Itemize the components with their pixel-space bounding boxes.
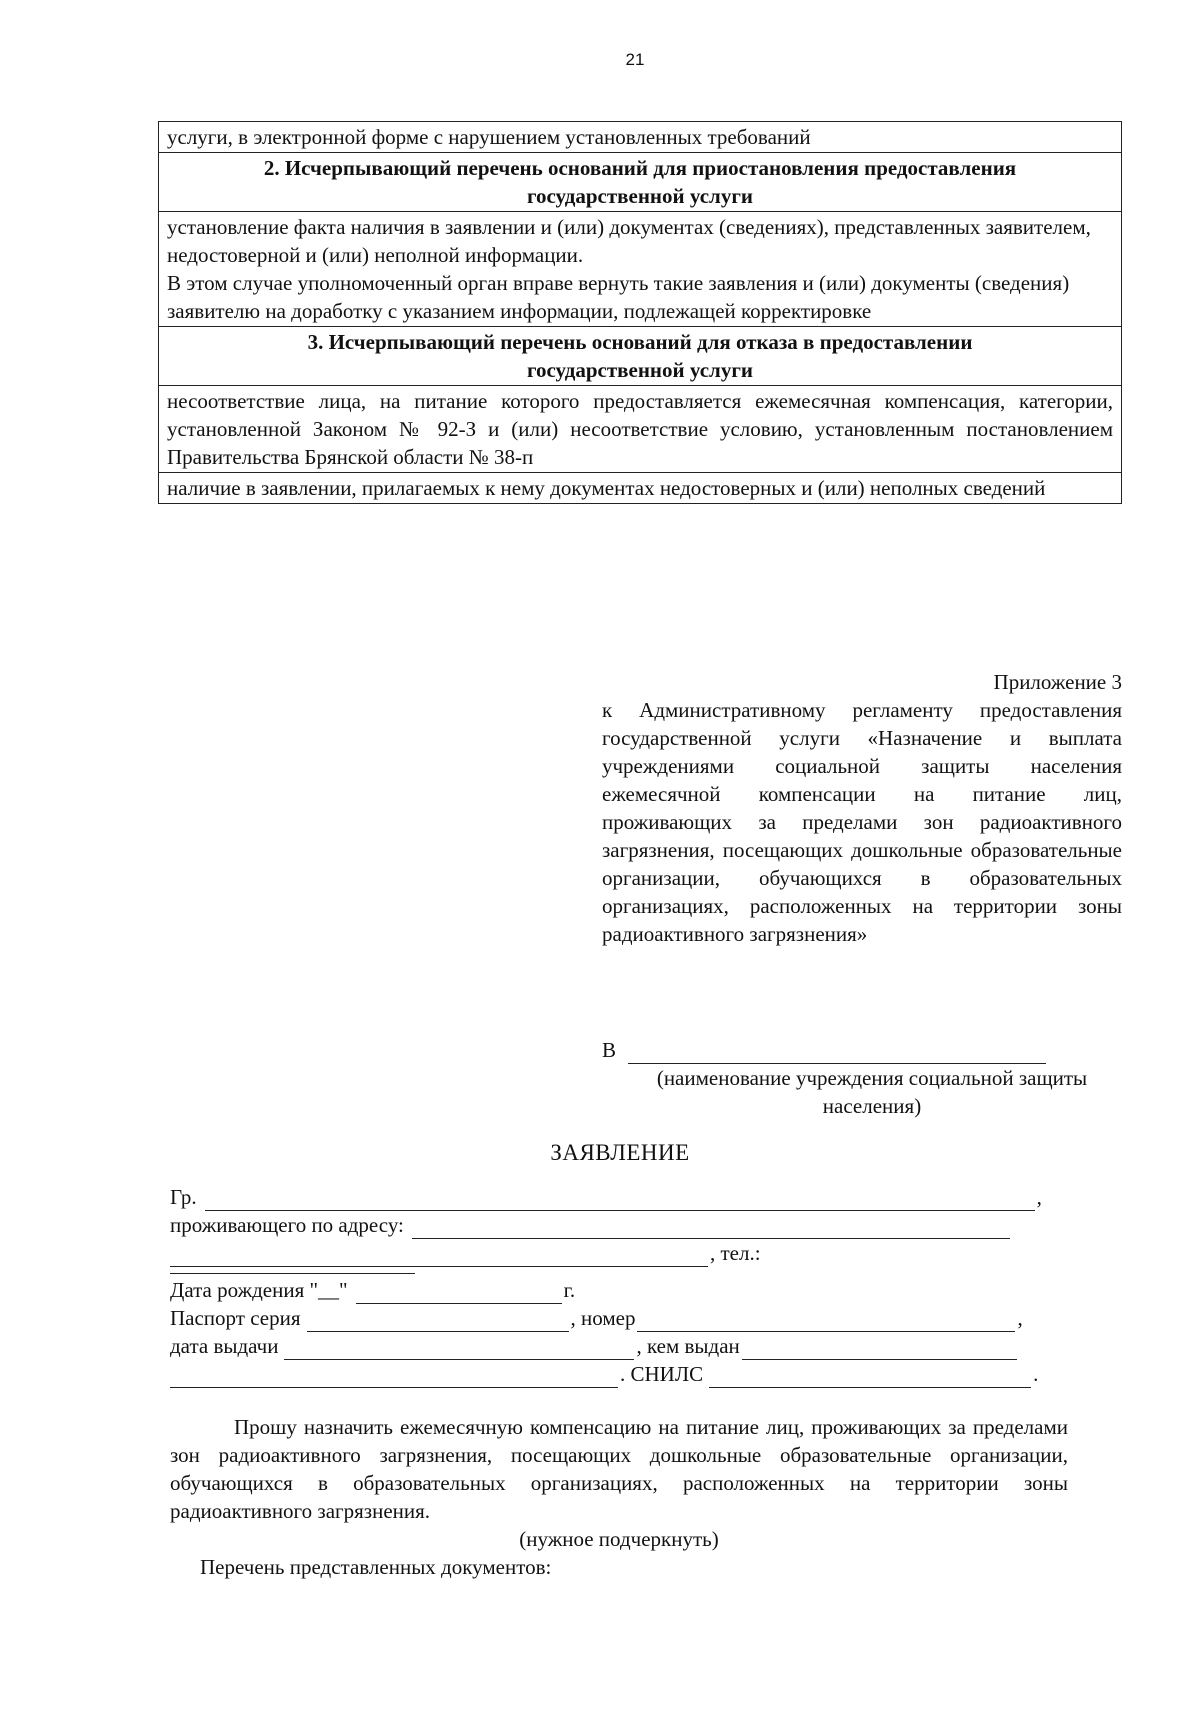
address-field[interactable] bbox=[412, 1218, 1010, 1239]
table-row bbox=[159, 386, 1122, 473]
table-row bbox=[159, 153, 1122, 212]
suspension-ground-text: установление факта наличия в заявлении и (или) документах (сведениях), представленных заявителем, недостоверной и (или) неполной информации. bbox=[167, 215, 1091, 267]
grounds-table bbox=[158, 121, 1122, 504]
period: . bbox=[1033, 1362, 1039, 1386]
section-2-heading bbox=[159, 153, 1122, 212]
addressee-prefix: В bbox=[602, 1038, 617, 1062]
table-row bbox=[159, 327, 1122, 386]
underline-hint: (нужное подчеркнуть) bbox=[519, 1527, 719, 1551]
application-form bbox=[170, 1183, 1070, 1388]
request-block bbox=[170, 1413, 1068, 1581]
addressee-block bbox=[602, 1036, 1122, 1120]
birth-date-field[interactable] bbox=[356, 1283, 562, 1304]
section-3-heading bbox=[159, 327, 1122, 386]
application-title: ЗАЯВЛЕНИЕ bbox=[550, 1140, 690, 1165]
issued-by-label: , кем выдан bbox=[636, 1334, 740, 1358]
request-text: Прошу назначить ежемесячную компенсацию на питание лиц, проживающих за пределами зон радиоактивного загрязнения, посещающих дошкольные образовательные организации, обучающихся в образовательных организациях, расположенных на территории зоны радиоактивного загрязнения. bbox=[170, 1415, 1068, 1523]
snils-row bbox=[170, 1360, 1070, 1388]
section-3-heading-line2: государственной услуги bbox=[527, 358, 753, 382]
section-3-heading-line1: 3. Исчерпывающий перечень оснований для отказа в предоставлении bbox=[307, 330, 973, 354]
page-number: 21 bbox=[625, 50, 645, 69]
snils-field[interactable] bbox=[709, 1367, 1031, 1388]
annex-title: Приложение 3 bbox=[993, 670, 1122, 694]
citizen-row bbox=[170, 1183, 1070, 1211]
year-suffix: г. bbox=[563, 1278, 576, 1302]
table-row bbox=[159, 473, 1122, 504]
snils-label: . СНИЛС bbox=[620, 1362, 704, 1386]
number-label: , номер bbox=[570, 1306, 636, 1330]
suspension-return-text: В этом случае уполномоченный орган вправе вернуть такие заявления и (или) документы (сведения) заявителю на доработку с указанием информации, подлежащей корректировке bbox=[167, 271, 1070, 323]
citizen-label: Гр. bbox=[170, 1185, 197, 1209]
refusal-ground-2: наличие в заявлении, прилагаемых к нему документах недостоверных и (или) неполных сведений bbox=[159, 473, 1122, 504]
birth-date-row bbox=[170, 1276, 1070, 1304]
address-row bbox=[170, 1211, 1070, 1239]
issue-date-field[interactable] bbox=[284, 1339, 634, 1360]
table-row bbox=[159, 212, 1122, 327]
table-row bbox=[159, 122, 1122, 153]
issued-by-field[interactable] bbox=[742, 1339, 1017, 1360]
documents-list-label: Перечень представленных документов: bbox=[200, 1555, 552, 1579]
phone-label: , тел.: bbox=[710, 1241, 761, 1265]
institution-name-field[interactable] bbox=[628, 1041, 1046, 1064]
refusal-ground-1: несоответствие лица, на питание которого предоставляется ежемесячная компенсация, категории, установленной Законом № 92-З и (или) несоответствие условию, установленным постановлением Правительства Брянской области № 38-п bbox=[159, 386, 1122, 473]
citizen-name-field[interactable] bbox=[205, 1190, 1035, 1211]
issued-by-continued-field[interactable] bbox=[170, 1367, 618, 1388]
address-label: проживающего по адресу: bbox=[170, 1213, 404, 1237]
addressee-line bbox=[602, 1036, 1122, 1064]
issue-date-label: дата выдачи bbox=[170, 1334, 279, 1358]
table-cell bbox=[159, 212, 1122, 327]
section-2-heading-line1: 2. Исчерпывающий перечень оснований для приостановления предоставления bbox=[263, 156, 1017, 180]
comma: , bbox=[1017, 1306, 1023, 1330]
annex-block bbox=[602, 668, 1122, 948]
separator-line bbox=[170, 1273, 415, 1274]
annex-body: к Административному регламенту предоставления государственной услуги «Назначение и выплата учреждениями социальной защиты населения ежемесячной компенсации на питание лиц, проживающих за пределами зон радиоактивного загрязнения, посещающих дошкольные образовательные организации, обучающихся в образовательных организациях, расположенных на территории зоны радиоактивного загрязнения» bbox=[602, 698, 1122, 946]
passport-series-field[interactable] bbox=[307, 1311, 569, 1332]
comma: , bbox=[1036, 1185, 1042, 1209]
passport-row bbox=[170, 1304, 1070, 1332]
address-continued-field[interactable] bbox=[170, 1246, 708, 1267]
birth-date-label: Дата рождения "__" bbox=[170, 1278, 348, 1302]
section-2-heading-line2: государственной услуги bbox=[527, 184, 753, 208]
passport-number-field[interactable] bbox=[637, 1311, 1015, 1332]
issue-row bbox=[170, 1332, 1070, 1360]
addressee-caption: (наименование учреждения социальной защиты населения) bbox=[656, 1066, 1088, 1118]
address-phone-row bbox=[170, 1239, 1070, 1267]
passport-series-label: Паспорт серия bbox=[170, 1306, 301, 1330]
table-cell: услуги, в электронной форме с нарушением установленных требований bbox=[159, 122, 1122, 153]
